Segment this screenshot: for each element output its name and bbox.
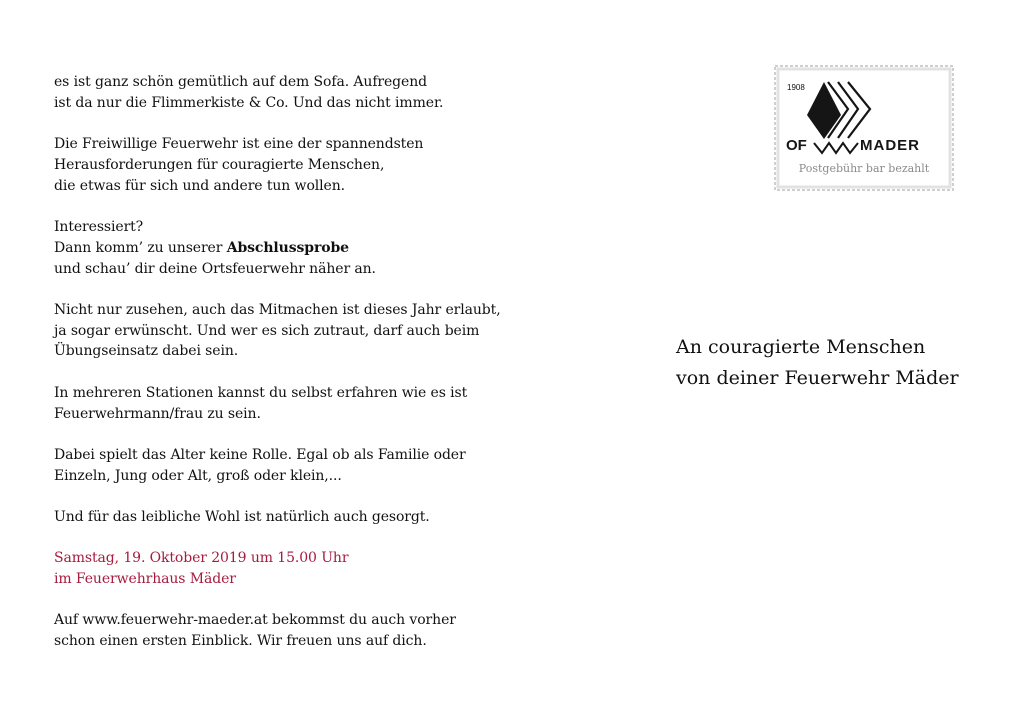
highlight-abschlussprobe: Abschlussprobe: [226, 239, 349, 256]
event-location: im Feuerwehrhaus Mäder: [54, 571, 236, 588]
paragraph-stations: [54, 383, 554, 425]
text-line: Interessiert?: [54, 218, 144, 235]
text-line: Auf www.feuerwehr-maeder.at bekommst du auch vorher: [54, 612, 456, 629]
text-line: Übungseinsatz dabei sein.: [54, 343, 239, 360]
text-line: Herausforderungen für couragierte Menschen,: [54, 156, 385, 173]
paragraph-participation: [54, 300, 554, 362]
paragraph-challenge: [54, 134, 554, 196]
letter-body: [54, 72, 554, 672]
paragraph-website: [54, 610, 554, 652]
stamp-graphic: [774, 65, 954, 191]
text-line: In mehreren Stationen kannst du selbst erfahren wie es ist: [54, 384, 468, 401]
text-line: [54, 238, 554, 259]
text-line: Und für das leibliche Wohl ist natürlich auch gesorgt.: [54, 508, 430, 525]
paragraph-intro: [54, 72, 554, 114]
text-line: die etwas für sich und andere tun wollen.: [54, 177, 345, 194]
text-line: es ist ganz schön gemütlich auf dem Sofa. Aufregend: [54, 74, 428, 90]
text-line: Einzeln, Jung oder Alt, groß oder klein,...: [54, 467, 342, 484]
text-line: Nicht nur zusehen, auch das Mitmachen ist dieses Jahr erlaubt,: [54, 301, 501, 318]
postage-label: Postgebühr bar bezahlt: [798, 162, 930, 175]
logo-text-left: OF: [786, 137, 807, 154]
paragraph-invitation: [54, 217, 554, 279]
text-line: Die Freiwillige Feuerwehr ist eine der spannendsten: [54, 136, 424, 153]
text-line: schon einen ersten Einblick. Wir freuen uns auf dich.: [54, 633, 427, 650]
address-line-2: von deiner Feuerwehr Mäder: [676, 367, 959, 389]
paragraph-age: [54, 445, 554, 487]
text-line: ist da nur die Flimmerkiste & Co. Und das nicht immer.: [54, 94, 444, 111]
paragraph-catering: [54, 507, 554, 528]
recipient-address: [676, 332, 996, 394]
logo-text-right: MADER: [860, 137, 920, 154]
text-line: und schau’ dir deine Ortsfeuerwehr näher an.: [54, 260, 376, 277]
text-fragment: Dann komm’ zu unserer: [54, 239, 227, 256]
event-details: [54, 548, 554, 590]
text-line: ja sogar erwünscht. Und wer es sich zutraut, darf auch beim: [54, 322, 480, 339]
event-date: Samstag, 19. Oktober 2019 um 15.00 Uhr: [54, 550, 349, 567]
address-line-1: An couragierte Menschen: [676, 336, 926, 358]
text-line: Dabei spielt das Alter keine Rolle. Egal ob als Familie oder: [54, 446, 466, 463]
stamp-year: 1908: [787, 83, 805, 92]
postage-stamp: [774, 65, 954, 191]
text-line: Feuerwehrmann/frau zu sein.: [54, 405, 261, 422]
